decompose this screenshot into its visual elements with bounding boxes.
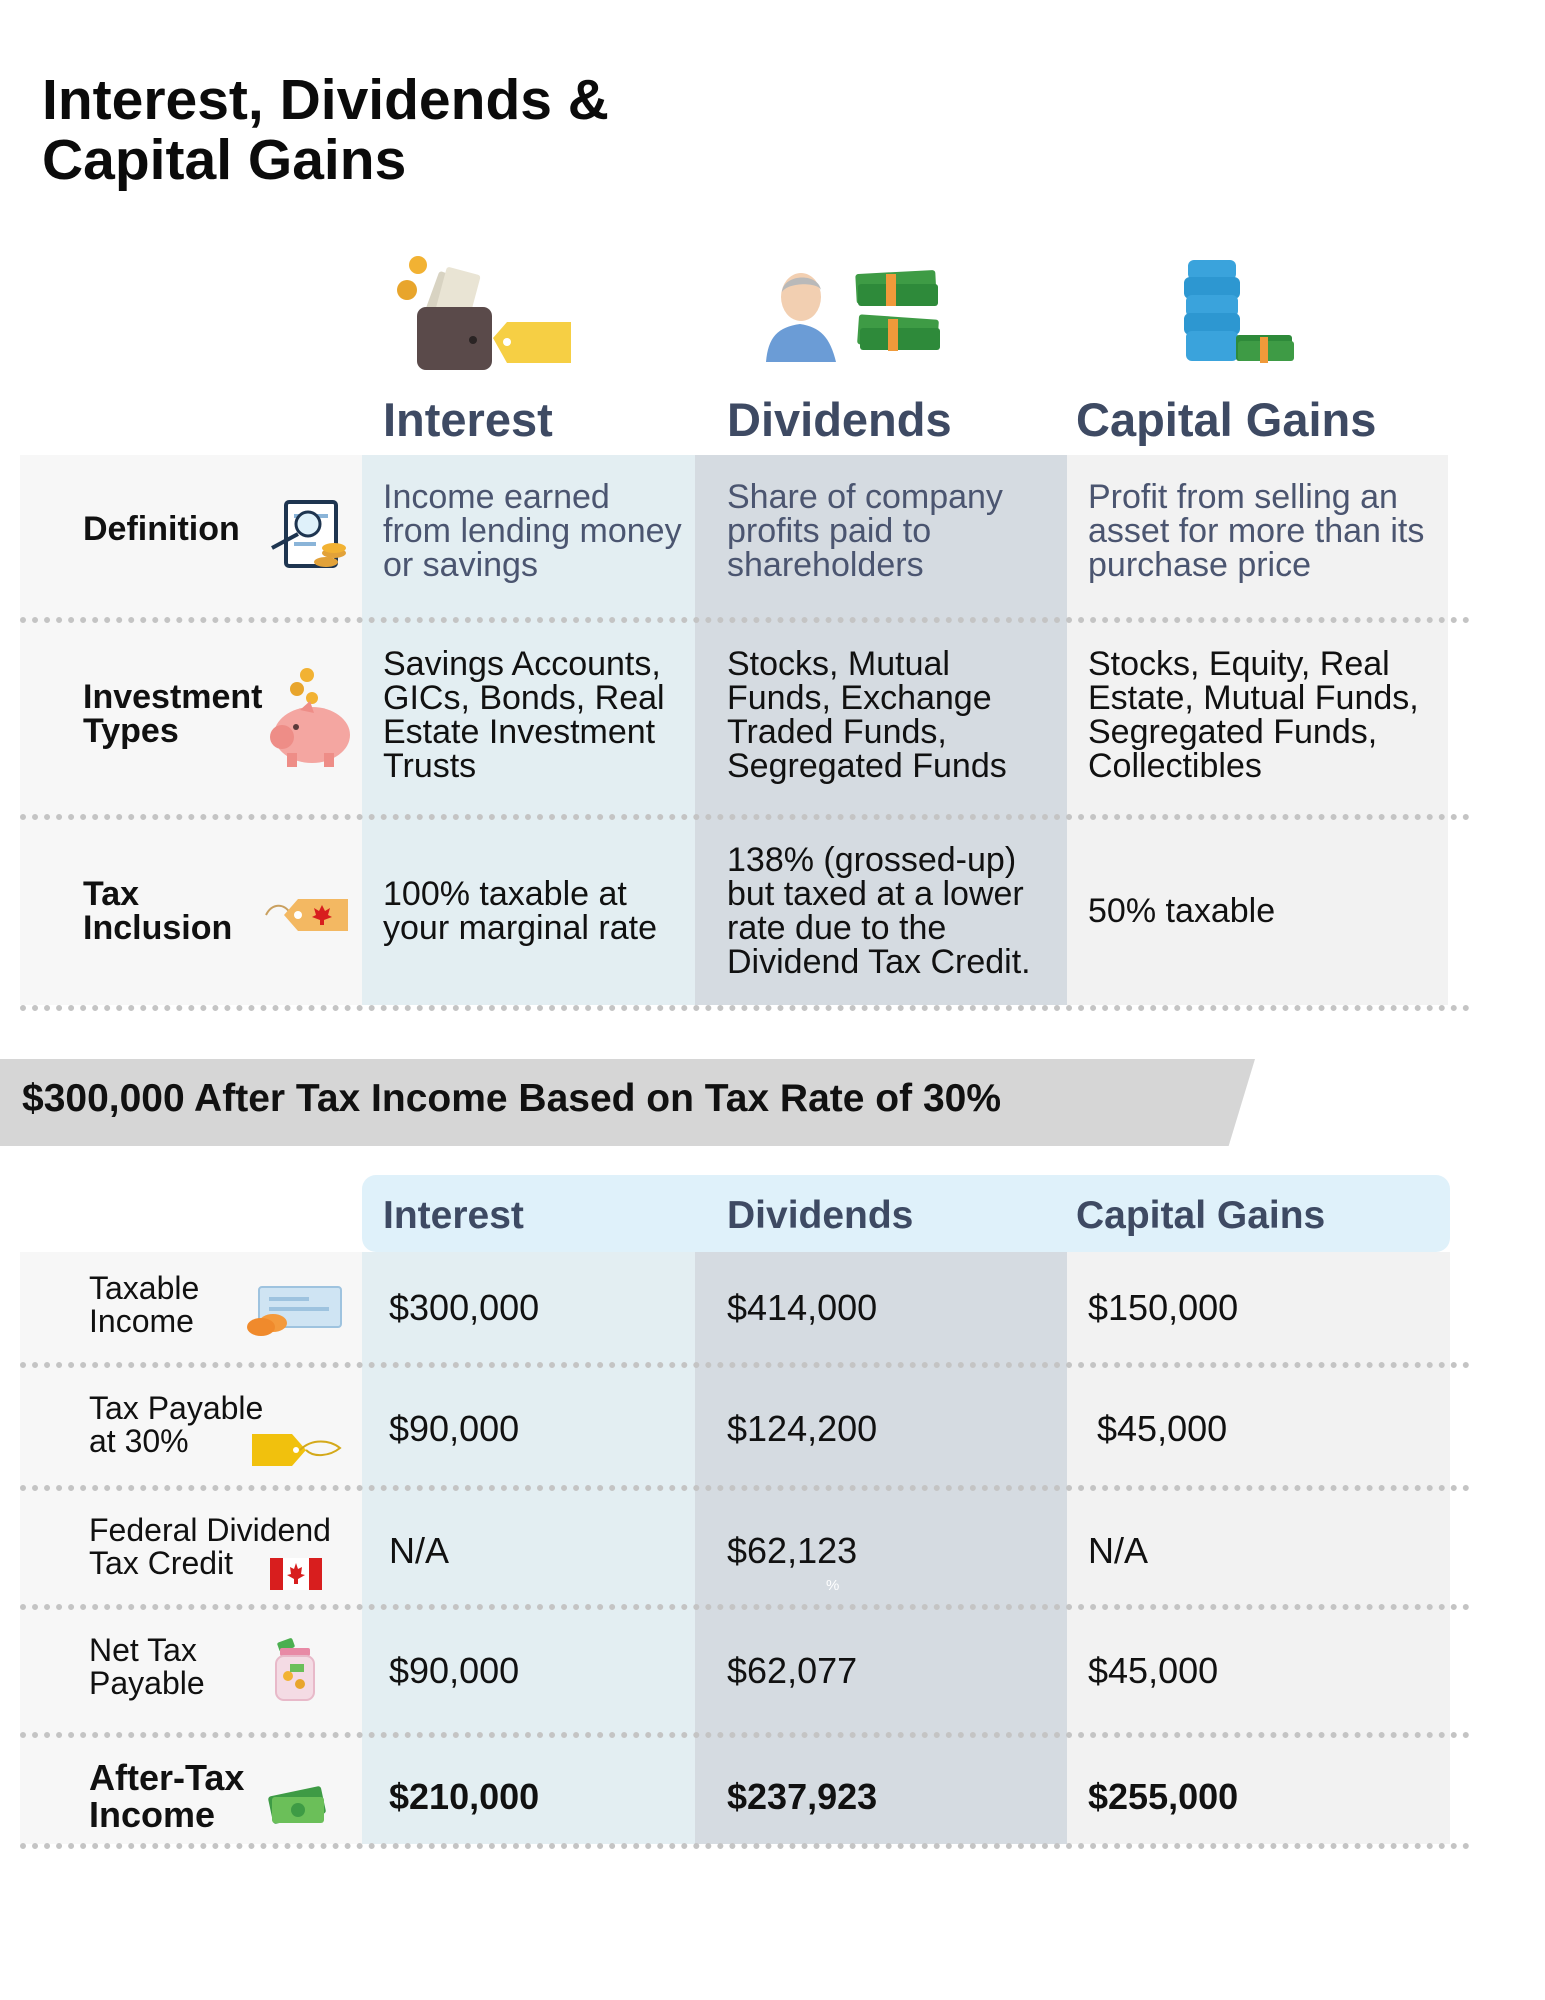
net-tax-payable-interest: $90,000 (389, 1650, 520, 1691)
definition-capital-gains: Profit from selling an asset for more than its purchase price (1088, 478, 1425, 584)
column-heading-capital-gains: Capital Gains (1076, 393, 1377, 446)
column-heading-dividends: Dividends (727, 393, 952, 446)
tax-payable-dividends: $124,200 (727, 1408, 878, 1449)
tax-inclusion-dividends: 138% (grossed-up) but taxed at a lower rate due to the Dividend Tax Credit. (727, 841, 1031, 981)
wallet-coins-icon (395, 250, 575, 375)
net-tax-payable-dividends: $62,077 (727, 1650, 858, 1691)
row-label-taxable-income: Taxable Income (89, 1270, 200, 1339)
cheque-coins-icon (245, 1283, 345, 1338)
taxable-income-dividends: $414,000 (727, 1287, 878, 1328)
row-label-federal-dividend-tax-credit: Federal Dividend Tax Credit (89, 1512, 331, 1581)
after-tax-income-interest: $210,000 (389, 1776, 540, 1817)
section-banner-title: $300,000 After Tax Income Based on Tax Rate of 30% (22, 1077, 1001, 1120)
row-label-after-tax-income: After-Tax Income (89, 1757, 245, 1835)
tax-inclusion-capital-gains: 50% taxable (1088, 892, 1276, 930)
column-heading-interest: Interest (383, 393, 553, 446)
table2-heading-capital-gains: Capital Gains (1076, 1194, 1326, 1237)
maple-leaf-tag-icon (262, 893, 352, 938)
row-label-investment-types: Investment Types (83, 678, 263, 750)
row-divider (20, 1005, 1470, 1011)
definition-interest: Income earned from lending money or savings (383, 478, 682, 584)
money-jar-icon (270, 1638, 320, 1703)
cash-icon (266, 1785, 328, 1827)
person-money-icon (758, 262, 958, 367)
tax-payable-capital-gains: $45,000 (1097, 1408, 1228, 1449)
page-title: Interest, Dividends & Capital Gains (42, 68, 609, 192)
row-divider (20, 1362, 1470, 1368)
investment-types-dividends: Stocks, Mutual Funds, Exchange Traded Funds, Segregated Funds (727, 645, 1007, 785)
canada-flag-icon (270, 1558, 322, 1590)
document-magnifier-icon (268, 498, 353, 573)
table2-heading-dividends: Dividends (727, 1194, 914, 1237)
taxable-income-capital-gains: $150,000 (1088, 1287, 1239, 1328)
row-divider (20, 1604, 1470, 1610)
row-divider (20, 1843, 1470, 1849)
row-divider (20, 814, 1470, 820)
tax-inclusion-interest: 100% taxable at your marginal rate (383, 875, 658, 947)
after-tax-income-capital-gains: $255,000 (1088, 1776, 1239, 1817)
investment-types-interest: Savings Accounts, GICs, Bonds, Real Estate Investment Trusts (383, 645, 665, 785)
taxable-income-interest: $300,000 (389, 1287, 540, 1328)
price-tag-icon (250, 1430, 345, 1470)
row-divider (20, 1485, 1470, 1491)
row-divider (20, 617, 1470, 623)
tiny-percent-mark: % (826, 1577, 840, 1594)
tax-payable-interest: $90,000 (389, 1408, 520, 1449)
after-tax-income-dividends: $237,923 (727, 1776, 878, 1817)
table2-heading-interest: Interest (383, 1194, 524, 1237)
federal-dividend-tax-credit-dividends: $62,123 (727, 1530, 858, 1571)
row-label-net-tax-payable: Net Tax Payable (89, 1632, 205, 1701)
coin-stack-icon (1180, 255, 1300, 370)
row-label-definition: Definition (83, 510, 240, 548)
definition-dividends: Share of company profits paid to shareholders (727, 478, 1003, 584)
piggy-bank-icon (262, 665, 357, 770)
investment-types-capital-gains: Stocks, Equity, Real Estate, Mutual Funds, Segregated Funds, Collectibles (1088, 645, 1419, 785)
federal-dividend-tax-credit-capital-gains: N/A (1088, 1530, 1149, 1571)
row-divider (20, 1732, 1470, 1738)
net-tax-payable-capital-gains: $45,000 (1088, 1650, 1219, 1691)
row-label-tax-inclusion: Tax Inclusion (83, 875, 233, 947)
federal-dividend-tax-credit-interest: N/A (389, 1530, 450, 1571)
row-label-tax-payable: Tax Payable at 30% (89, 1390, 264, 1459)
